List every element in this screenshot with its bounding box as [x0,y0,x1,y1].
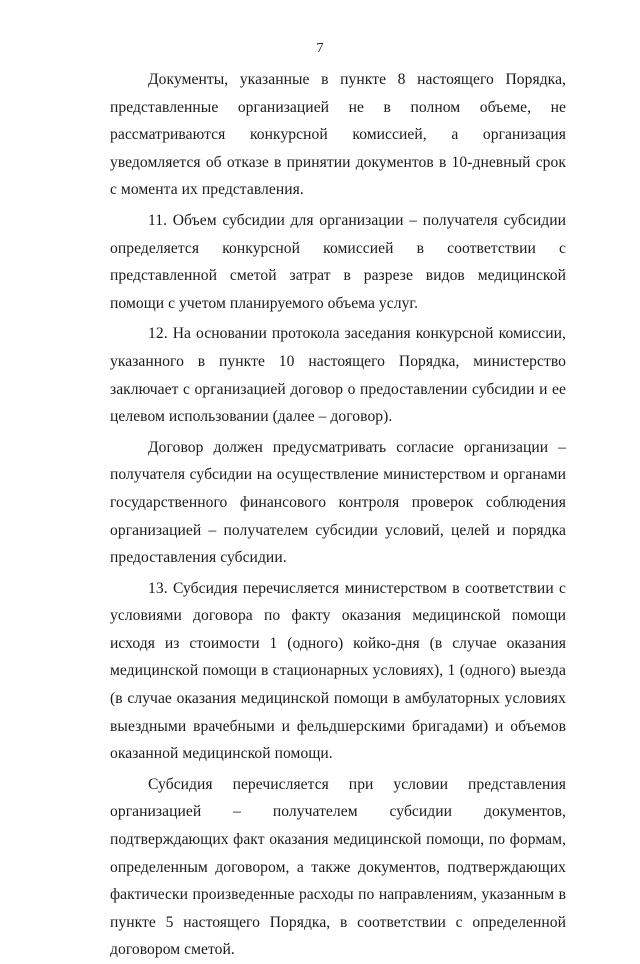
paragraph-documents-rejection: Документы, указанные в пункте 8 настоящего Порядка, представленные организацией не в полном объеме, не рассматриваются конкурсной комиссией, а организация уведомляется об отказе в принятии документов в 10-дневный срок с момента их представления. [110,71,566,199]
paragraph-12-agreement: 12. На основании протокола заседания конкурсной комиссии, указанного в пункте 10 настоящего Порядка, министерство заключает с организацией договор о предоставлении субсидии и ее целевом использовании (далее – договор). [110,325,566,426]
paragraph-13-subsidy-transfer: 13. Субсидия перечисляется министерством в соответствии с условиями договора по факту оказания медицинской помощи исходя из стоимости 1 (одного) койко-дня (в случае оказания медицинской помощи в стационарных условиях), 1 (одного) выезда (в случае оказания медицинской помощи в амбулаторных условиях выездными врачебными и фельдшерскими бригадами) и объемов оказанной медицинской помощи. [110,579,566,763]
paragraph-11-subsidy-volume: 11. Объем субсидии для организации – получателя субсидии определяется конкурсной комиссией в соответствии с представленной сметой затрат в разрезе видов медицинской помощи с учетом планируемого объема услуг. [110,211,566,312]
document-body [110,66,566,964]
paragraph-agreement-consent: Договор должен предусматривать согласие организации – получателя субсидии на осуществление министерством и органами государственного финансового контроля проверок соблюдения организацией – получателем субсидии условий, целей и порядка предоставления субсидии. [110,438,566,567]
paragraph-subsidy-conditions: Субсидия перечисляется при условии представления организацией – получателем субсидии документов, подтверждающих факт оказания медицинской помощи, по формам, определенным договором, а также документов, подтверждающих фактически произведенные расходы по направлениям, указанным в пункте 5 настоящего Порядка, в соответствии с определенной договором сметой. [110,775,566,959]
page-number: 7 [316,41,324,56]
